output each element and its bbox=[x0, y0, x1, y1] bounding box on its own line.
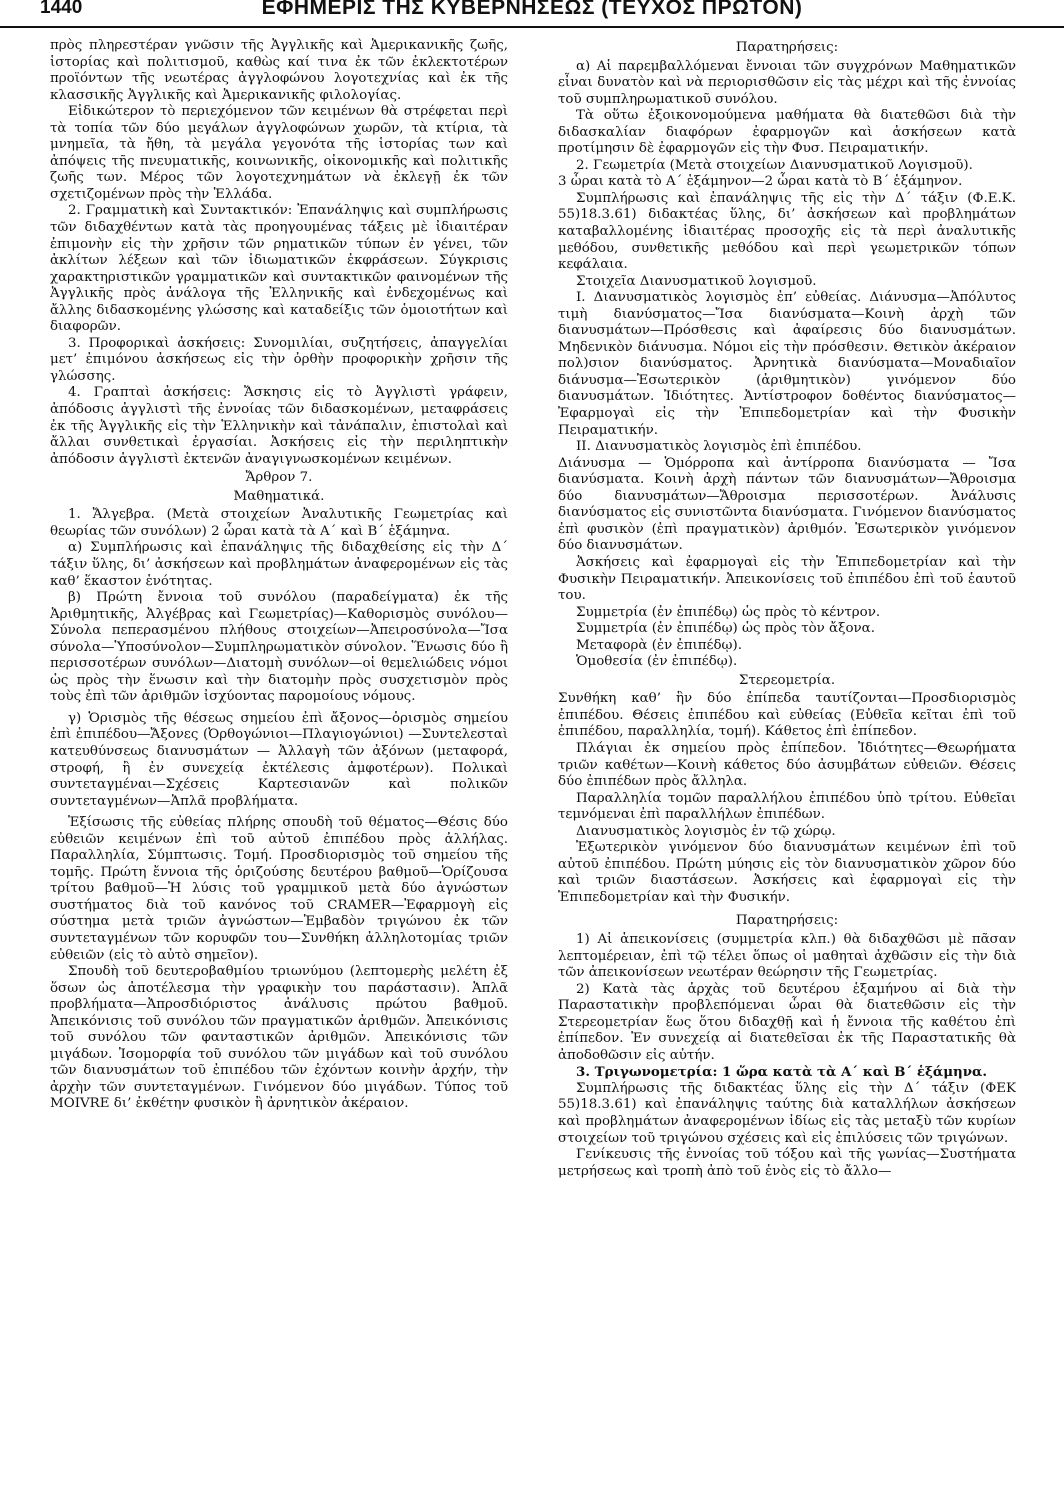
left-column bbox=[50, 38, 508, 1494]
article-subheading: Μαθηματικά. bbox=[233, 488, 325, 504]
paragraph: Σπουδὴ τοῦ δευτεροβαθμίου τριωνύμου (λεπτομερὴς μελέτη ἐξ ὅσων ὡς ἀποτέλεσμα τὴν γραφικὴν του παράστασιν). Ἁπλᾶ προβλήματα—Ἀπροσδιόριστος ἀνάλυσις πρώτου βαθμοῦ. Ἀπεικόνισις τοῦ συνόλου τῶν πραγματικῶν ἀριθμῶν. Ἀπεικόνισις τοῦ συνόλου τῶν φανταστικῶν ἀριθμῶν. Ἀπεικόνισις τῶν μιγάδων. Ἰσομορφία τοῦ συνόλου τῶν μιγάδων καὶ τοῦ συνόλου τῶν διανυσμάτων τοῦ ἐπιπέδου τῶν ἐχόντων κοινὴν ἀρχήν, τὴν ἀρχὴν τῶν συντεταγμένων. Γινόμενον δύο μιγάδων. Τύπος τοῦ MOIVRE δι’ ἐκθέτην φυσικὸν ἢ ἀρνητικὸν ἀκέραιον. bbox=[50, 964, 508, 1112]
paragraph: 1) Αἱ ἀπεικονίσεις (συμμετρία κλπ.) θὰ διδαχθῶσι μὲ πᾶσαν λεπτομέρειαν, ἐπὶ τῷ τέλει ὅπως οἱ μαθηταὶ ἀχθῶσιν εἰς τὴν διὰ τῶν ἀπεικονίσεων νεωτέραν θεώρησιν τῆς Γεωμετρίας. bbox=[558, 931, 1016, 981]
paragraph: Ι. Διανυσματικὸς λογισμὸς ἐπ’ εὐθείας. Διάνυσμα—Ἀπόλυτος τιμὴ διανύσματος—Ἴσα διανύσματα—Κοινὴ ἀρχὴ τῶν διανυσμάτων—Πρόσθεσις καὶ ἀφαίρεσις δύο διανυσμάτων. Μηδενικὸν διάνυσμα. Νόμοι εἰς τὴν πρόσθεσιν. Θετικὸν ἀκέραιον πολ)σιον διανύσματος. Ἀρνητικὰ διανύσματα—Μοναδιαῖον διάνυσμα—Ἐσωτερικὸν (ἀριθμητικὸν) γινόμενον δύο διανυσμάτων. Ἰδιότητες. Ἀντίστροφον δοθέντος διανύσματος—Ἐφαρμογαὶ εἰς τὴν Ἐπιπεδομετρίαν καὶ τὴν Φυσικὴν Πειραματικήν. bbox=[558, 290, 1016, 438]
paragraph: Εἰδικώτερον τὸ περιεχόμενον τῶν κειμένων θὰ στρέφεται περὶ τὰ τοπία τῶν δύο μεγάλων ἀγγλοφώνων χωρῶν, τὰ κτίρια, τὰ μνημεῖα, τὰ ἤθη, τὰ μεγάλα γεγονότα τῆς ἱστορίας των καὶ ἀπόψεις τῆς πνευματικῆς, κοινωνικῆς, οἰκονομικῆς καὶ πολιτικῆς ζωῆς των. Μέρος τῶν λογοτεχνημάτων νὰ ἐκλεγῇ ἐκ τῶν σχετιζομένων πρὸς τὴν Ἑλλάδα. bbox=[50, 104, 508, 202]
section-heading: 2. Γεωμετρία (Μετὰ στοιχείων Διανυσματικοῦ Λογισμοῦ). bbox=[576, 157, 973, 173]
list-item: Ὁμοθεσία (ἐν ἐπιπέδῳ). bbox=[576, 654, 738, 670]
paragraph: Τὰ οὕτω ἐξοικονομούμενα μαθήματα θὰ διατεθῶσι διὰ τὴν διδασκαλίαν διαφόρων ἐφαρμογῶν καὶ ἀσκήσεων κατὰ προτίμησιν δὲ ἐφαρμογῶν εἰς τὴν Φυσ. Πειραματικήν. bbox=[558, 108, 1016, 157]
paragraph: Διάνυσμα — Ὁμόρροπα καὶ ἀντίρροπα διανύσματα — Ἴσα διανύσματα. Κοινὴ ἀρχὴ πάντων τῶν διανυσμάτων—Ἄθροισμα δύο διανυσμάτων—Ἄθροισμα περισσοτέρων. Ἀνάλυσις διανύσματος εἰς συνιστῶντα διανύσματα. Γινόμενον διανύσματος ἐπὶ φυσικὸν (ἐπὶ πραγματικὸν) ἀριθμόν. Ἐσωτερικὸν γινόμενον δύο διανυσμάτων. bbox=[558, 455, 1016, 554]
list-item: Συμμετρία (ἐν ἐπιπέδῳ) ὡς πρὸς τὸν ἄξονα. bbox=[576, 621, 875, 637]
remarks-heading: Παρατηρήσεις: bbox=[735, 40, 839, 55]
subsection-heading: Στοιχεῖα Διανυσματικοῦ λογισμοῦ. bbox=[576, 273, 817, 289]
paragraph: β) Πρώτη ἔννοια τοῦ συνόλου (παραδείγματα) ἐκ τῆς Ἀριθμητικῆς, Ἀλγέβρας καὶ Γεωμετρίας)—Καθορισμὸς συνόλου—Σύνολα πεπερασμένου πλήθους στοιχείων—Ἀπειροσύνολα—Ἴσα σύνολα—Ὑποσύνολον—Συμπληρωματικὸν σύνολον. Ἕνωσις δύο ἢ περισσοτέρων συνόλων—Διατομὴ συνόλων—οἱ θεμελιώδεις νόμοι ὡς πρὸς τὴν ἕνωσιν καὶ τὴν διατομὴν πρὸς συσχετισμὸν πρὸς τοὺς ἐπὶ τῶν ἀριθμῶν ἰσχύοντας παρομοίους νόμους. bbox=[50, 590, 508, 705]
paragraph: πρὸς πληρεστέραν γνῶσιν τῆς Ἀγγλικῆς καὶ Ἀμερικανικῆς ζωῆς, ἱστορίας καὶ πολιτισμοῦ, καθὼς καί τινα ἐκ τῶν ἐκλεκτοτέρων προϊόντων τῆς νεωτέρας ἀγγλοφώνου λογοτεχνίας καὶ ἐκ τῆς κλασσικῆς Ἀγγλικῆς καὶ Ἀμερικανικῆς φιλολογίας. bbox=[50, 38, 508, 103]
list-item: Συμμετρία (ἐν ἐπιπέδῳ) ὡς πρὸς τὸ κέντρον. bbox=[576, 604, 881, 620]
paragraph: Γενίκευσις τῆς ἐννοίας τοῦ τόξου καὶ τῆς γωνίας—Συστήματα μετρήσεως καὶ τροπὴ ἀπὸ τοῦ ἑνὸς εἰς τὸ ἄλλο— bbox=[558, 1147, 1016, 1179]
paragraph: α) Αἱ παρεμβαλλόμεναι ἔννοιαι τῶν συγχρόνων Μαθηματικῶν εἶναι δυνατὸν καὶ νὰ περιορισθῶσιν εἰς τὰς μέχρι καὶ τῆς ἐννοίας τοῦ συμπληρωματικοῦ συνόλου. bbox=[558, 58, 1016, 107]
paragraph: Πλάγιαι ἐκ σημείου πρὸς ἐπίπεδον. Ἰδιότητες—Θεωρήματα τριῶν καθέτων—Κοινὴ κάθετος δύο ἀσυμβάτων εὐθειῶν. Θέσεις δύο ἐπιπέδων πρὸς ἄλληλα. bbox=[558, 740, 1016, 790]
list-item: Μεταφορὰ (ἐν ἐπιπέδῳ). bbox=[576, 637, 742, 653]
paragraph: α) Συμπλήρωσις καὶ ἐπανάληψις τῆς διδαχθείσης εἰς τὴν Δ΄ τάξιν ὕλης, δι’ ἀσκήσεων καὶ προβλημάτων ἀναφερομένων εἰς τὰς καθ’ ἕκαστον ἑνότητας. bbox=[50, 540, 508, 589]
subsection-heading: Στερεομετρία. bbox=[738, 672, 836, 688]
paragraph: Συμπλήρωσις καὶ ἐπανάληψις τῆς εἰς τὴν Δ΄ τάξιν (Φ.Ε.Κ. 55)18.3.61) διδακτέας ὕλης, δι’ ἀσκήσεων καὶ προβλημάτων καταβαλλομένης ἰδιαιτέρας προσοχῆς εἰς τὰ περὶ ἀναλυτικῆς μεθόδου, συνθετικῆς μεθόδου καὶ περὶ γεωμετρικῶν τόπων κεφάλαια. bbox=[558, 190, 1016, 273]
page-number: 1440 bbox=[40, 0, 83, 18]
subsection-heading: Διανυσματικὸς λογισμὸς ἐν τῷ χώρῳ. bbox=[576, 823, 836, 839]
paragraph: Συνθήκη καθ’ ἣν δύο ἐπίπεδα ταυτίζονται—Προσδιορισμὸς ἐπιπέδου. Θέσεις ἐπιπέδου καὶ εὐθείας (Εὐθεῖα κεῖται ἐπὶ τοῦ ἐπιπέδου, παραλληλία, τομή). Κάθετος ἐπὶ ἐπίπεδον. bbox=[558, 691, 1016, 740]
paragraph: 2) Κατὰ τὰς ἀρχὰς τοῦ δευτέρου ἑξαμήνου αἱ διὰ τὴν Παραστατικὴν προβλεπόμεναι ὧραι θὰ διατεθῶσιν εἰς τὴν Στερεομετρίαν ἕως ὅτου διδαχθῇ καὶ ἡ ἔννοια τῆς καθέτου ἐπὶ ἐπίπεδον. Ἐν συνεχείᾳ αἱ διατεθεῖσαι ἐκ τῆς Παραστατικῆς θὰ ἀποδοθῶσιν εἰς αὐτήν. bbox=[558, 981, 1016, 1063]
paragraph: 1. Ἄλγεβρα. (Μετὰ στοιχείων Ἀναλυτικῆς Γεωμετρίας καὶ θεωρίας τῶν συνόλων) 2 ὧραι κατὰ τὰ Α΄ καὶ Β΄ ἑξάμηνα. bbox=[50, 507, 508, 539]
paragraph: Ἀσκήσεις καὶ ἐφαρμογαὶ εἰς τὴν Ἐπιπεδομετρίαν καὶ τὴν Φυσικὴν Πειραματικήν. Ἀπεικονίσεις τοῦ ἐπιπέδου ἐπὶ τοῦ ἑαυτοῦ του. bbox=[558, 554, 1016, 604]
paragraph: 4. Γραπταὶ ἀσκήσεις: Ἄσκησις εἰς τὸ Ἀγγλιστὶ γράφειν, ἀπόδοσις ἀγγλιστὶ τῆς ἐννοίας τῶν διδασκομένων, μεταφράσεις ἐκ τῆς Ἀγγλικῆς εἰς τὴν Ἑλληνικὴν καὶ τἀνάπαλιν, ἐπιστολαὶ καὶ ἄλλαι συνθετικαὶ ἐργασίαι. Ἀσκήσεις εἰς τὴν περιληπτικὴν ἀπόδοσιν ἀγγλιστὶ ἐκτενῶν ἀναγιγνωσκομένων κειμένων. bbox=[50, 385, 508, 467]
paragraph: Παραλληλία τομῶν παραλλήλου ἐπιπέδου ὑπὸ τρίτου. Εὐθεῖαι τεμνόμεναι ἐπὶ παραλλήλων ἐπιπέδων. bbox=[558, 790, 1016, 823]
subsection-heading: ΙΙ. Διανυσματικὸς λογισμὸς ἐπὶ ἐπιπέδου. bbox=[576, 439, 862, 455]
paragraph: Ἐξίσωσις τῆς εὐθείας πλήρης σπουδὴ τοῦ θέματος—Θέσις δύο εὐθειῶν κειμένων ἐπὶ τοῦ αὐτοῦ ἐπιπέδου πρὸς ἀλλήλας. Παραλληλία, Σύμπτωσις. Τομή. Προσδιορισμὸς τοῦ σημείου τῆς τομῆς. Πρώτη ἔννοια τῆς ὁριζούσης δευτέρου βαθμοῦ—Ὁρίζουσα τρίτου βαθμοῦ—Ἡ λύσις τοῦ γραμμικοῦ μετὰ δύο ἀγνώστων συστήματος διὰ τοῦ κανόνος τοῦ CRAMER—Ἐφαρμογὴ εἰς σύστημα μετὰ τριῶν ἀγνώστων—Ἐμβαδὸν τριγώνου ἐκ τῶν συντεταγμένων τῶν κορυφῶν του—Συνθήκη ἀλληλοτομίας τριῶν εὐθειῶν (εἰς τὸ αὐτὸ σημεῖον). bbox=[50, 815, 508, 963]
paragraph: 3. Προφορικαὶ ἀσκήσεις: Συνομιλίαι, συζητήσεις, ἀπαγγελίαι μετ’ ἐπιμόνου ἀσκήσεως εἰς τὴν ὀρθὴν προφορικὴν χρῆσιν τῆς γλώσσης. bbox=[50, 335, 508, 384]
paragraph: Ἐξωτερικὸν γινόμενον δύο διανυσμάτων κειμένων ἐπὶ τοῦ αὐτοῦ ἐπιπέδου. Πρώτη μύησις εἰς τὸν διανυσματικὸν χῶρον δύο καὶ τριῶν διαστάσεων. Ἀσκήσεις καὶ ἐφαρμογαὶ εἰς τὴν Ἐπιπεδομετρίαν καὶ τὴν Φυσικήν. bbox=[558, 840, 1016, 905]
paragraph: 2. Γραμματικὴ καὶ Συντακτικόν: Ἐπανάληψις καὶ συμπλήρωσις τῶν διδαχθέντων κατὰ τὰς προηγουμένας τάξεις μὲ ἰδιαιτέραν ἐπιμονὴν εἰς τὴν χρῆσιν τῶν ρηματικῶν τύπων ἐν γένει, τῶν ἀκλίτων λέξεων καὶ τῶν ἰδιωματικῶν ἐκφράσεων. Σύγκρισις χαρακτηριστικῶν γραμματικῶν καὶ συντακτικῶν φαινομένων τῆς Ἀγγλικῆς πρὸς ἀνάλογα τῆς Ἑλληνικῆς καὶ ἐνδεχομένως καὶ ἄλλης διδασκομένης γλώσσης καὶ καταδείξις τῶν ὁμοιοτήτων καὶ διαφορῶν. bbox=[50, 203, 508, 335]
page-header bbox=[0, 0, 1064, 28]
paragraph: 3 ὧραι κατὰ τὸ Α΄ ἑξάμηνον—2 ὧραι κατὰ τὸ Β΄ ἑξάμηνον. bbox=[558, 174, 963, 190]
running-title: ΕΦΗΜΕΡΙΣ ΤΗΣ ΚΥΒΕΡΝΗΣΕΩΣ (ΤΕΥΧΟΣ ΠΡΩΤΟΝ) bbox=[261, 0, 803, 19]
paragraph: Συμπλήρωσις τῆς διδακτέας ὕλης εἰς τὴν Δ΄ τάξιν (ΦΕΚ 55)18.3.61) καὶ ἐπανάληψις ταύτης διὰ καταλλήλων ἀσκήσεων καὶ προβλημάτων ἀναφερομένων ἰδίως εἰς τὰς μεταξὺ τῶν κυρίων στοιχείων τοῦ τριγώνου σχέσεις καὶ εἰς ἐπιλύσεις τῶν τριγώνων. bbox=[558, 1080, 1016, 1146]
article-heading: Ἄρθρον 7. bbox=[245, 470, 313, 486]
section-heading: 3. Τριγωνομετρία: 1 ὥρα κατὰ τὰ Α΄ καὶ Β΄ ἑξάμηνα. bbox=[576, 1064, 988, 1081]
paragraph: γ) Ὁρισμὸς τῆς θέσεως σημείου ἐπὶ ἄξονος—ὁρισμὸς σημείου ἐπὶ ἐπιπέδου—Ἄξονες (Ὀρθογώνιοι—Πλαγιογώνιοι) —Συντελεσταὶ κατευθύνσεως διανυσμάτων — Ἀλλαγὴ τῶν ἀξόνων (μεταφορά, στροφή, ἢ ἐν συνεχείᾳ ἐκτέλεσις ἀμφοτέρων). Πολικαὶ συντεταγμέναι—Σχέσεις Καρτεσιανῶν καὶ πολικῶν συντεταγμένων—Ἁπλᾶ προβλήματα. bbox=[50, 710, 508, 809]
right-column bbox=[558, 38, 1016, 1494]
remarks-heading: Παρατηρήσεις: bbox=[735, 913, 839, 929]
